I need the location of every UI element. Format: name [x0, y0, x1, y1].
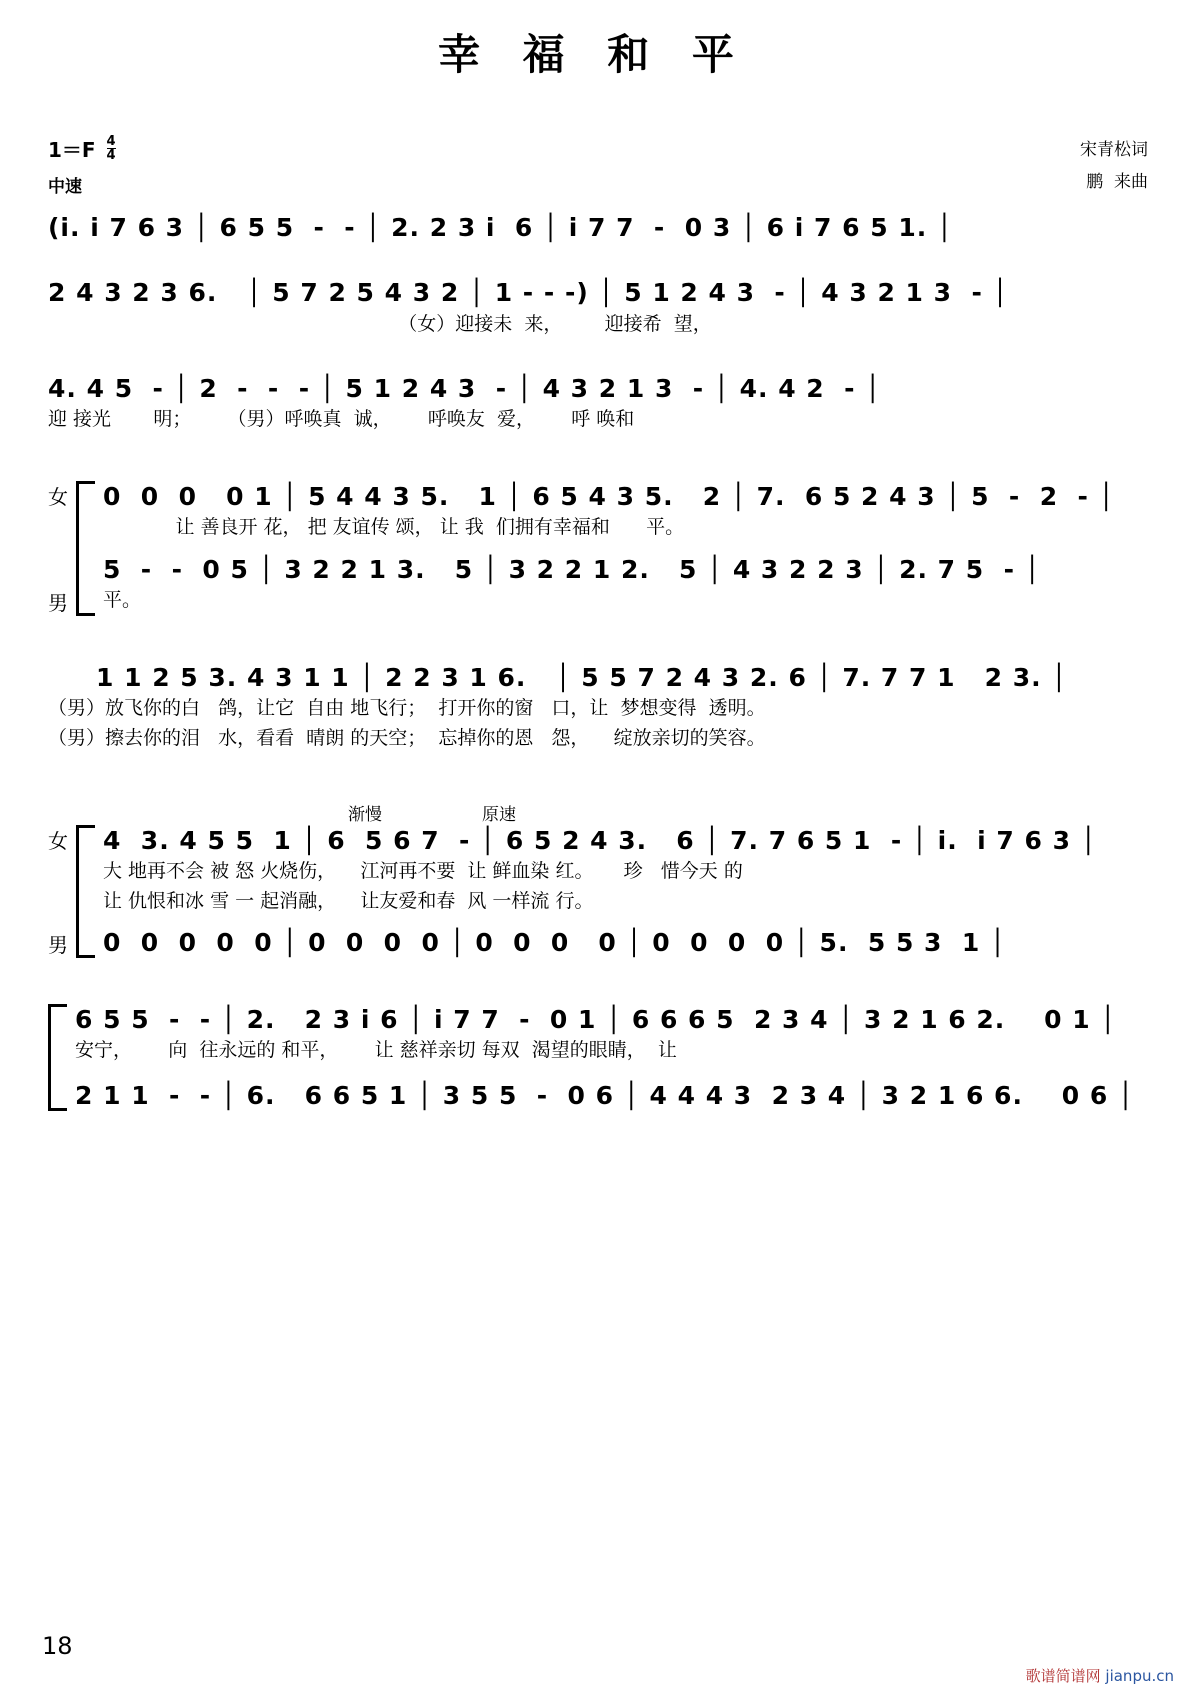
system-brace: [76, 825, 95, 958]
system-spacer: [0, 243, 1200, 277]
part-label-male: 男: [48, 933, 68, 958]
system-spacer: [0, 339, 1200, 373]
system-spacer: [0, 616, 1200, 662]
music-system-3: [48, 373, 1152, 435]
watermark-label: 歌谱简谱网: [1025, 1667, 1101, 1685]
page-title: 幸 福 和 平: [438, 30, 748, 79]
notation-line-female: 6 5 5 - - │ 2. 2 3 i 6 │ i 7 7 - 0 1 │ 6 6 6 5 2 3 4 │ 3 2 1 6 2. 0 1 │: [75, 1005, 1117, 1035]
notation-line-female: 4 3. 4 5 5 1 │ 6 5 6 7 - │ 6 5 2 4 3. 6 │ 7. 7 6 5 1 - │ i. i 7 6 3 │: [103, 825, 1097, 855]
system-staves: [103, 481, 1152, 616]
tempo-change-markings: [48, 800, 1152, 825]
tempo-marking: 中速: [48, 177, 82, 197]
notation-line-female: 0 0 0 0 1 │ 5 4 4 3 5. 1 │ 6 5 4 3 5. 2 │ 7. 6 5 2 4 3 │ 5 - 2 - │: [103, 481, 1115, 511]
notation-line-male: 0 0 0 0 0 │ 0 0 0 0 │ 0 0 0 0 │ 0 0 0 0 │ 5. 5 5 3 1 │: [103, 927, 1006, 957]
music-system-7: [48, 1004, 1152, 1111]
lyrics-line: （女）迎接未 来， 迎接希 望，: [48, 312, 712, 335]
marking-a-tempo: 原速: [482, 804, 516, 825]
music-system-1: [48, 212, 1152, 243]
composer-credit: 鹏 来曲: [1086, 172, 1148, 193]
notation-line: 4. 4 5 - │ 2 - - - │ 5 1 2 4 3 - │ 4 3 2 1 3 - │ 4. 4 2 - │: [48, 373, 882, 403]
part-label-female: 女: [48, 828, 68, 853]
watermark: [1026, 1665, 1174, 1686]
key-signature: [48, 134, 116, 163]
part-label-female: 女: [48, 484, 68, 509]
notation-line-male: 5 - - 0 5 │ 3 2 2 1 3. 5 │ 3 2 2 1 2. 5 │ 4 3 2 2 3 │ 2. 7 5 - │: [103, 555, 1041, 585]
notation-line: 1 1 2 5 3. 4 3 1 1 │ 2 2 3 1 6. │ 5 5 7 2 4 3 2. 6 │ 7. 7 7 1 2 3. │: [96, 662, 1068, 692]
watermark-site: jianpu.cn: [1105, 1667, 1174, 1685]
music-system-2: [48, 277, 1152, 339]
system-staves: [103, 825, 1152, 958]
music-system-4: [48, 481, 1152, 616]
notation-line: 2 4 3 2 3 6. │ 5 7 2 5 4 3 2 │ 1 - - -) │ 5 1 2 4 3 - │ 4 3 2 1 3 - │: [48, 278, 1009, 308]
lyrics-line-female-verse2: 让 仇恨和冰 雪 一 起消融， 让友爱和春 风 一样流 行。: [103, 890, 594, 913]
music-system-5: [48, 662, 1152, 754]
part-labels: [48, 825, 76, 958]
lyrics-line: 迎 接光 明； （男）呼唤真 诚， 呼唤友 爱， 呼 唤和: [48, 408, 635, 431]
lyrics-line-female: 让 善良开 花， 把 友谊传 颂， 让 我 们拥有幸福和 平。: [103, 515, 685, 538]
lyricist-credit: 宋青松词: [1080, 140, 1148, 160]
grand-staff-group: [48, 481, 1152, 616]
key-signature-text: 1＝F: [48, 138, 96, 162]
part-labels: [48, 481, 76, 616]
credits: [1080, 134, 1148, 199]
lyrics-line-verse2: （男）擦去你的泪 水，看看 晴朗 的天空； 忘掉你的恩 怨， 绽放亲切的笑容。: [48, 727, 766, 750]
page-number: 18: [42, 1632, 73, 1660]
score-metadata: [0, 134, 1200, 212]
lyrics-line-female: 安宁， 向 往永远的 和平， 让 慈祥亲切 每双 渴望的眼睛， 让: [75, 1039, 677, 1062]
system-brace: [48, 1004, 67, 1111]
lyrics-line-male: 平。: [103, 589, 142, 612]
sheet-music-page: [0, 22, 1200, 1702]
lyrics-line-female-verse1: 大 地再不会 被 怒 火烧伤， 江河再不要 让 鲜血染 红。 珍 惜今天 的: [103, 860, 743, 883]
music-system-6: [48, 800, 1152, 958]
time-signature-denominator: 4: [106, 148, 116, 163]
system-spacer: [0, 435, 1200, 481]
grand-staff-group: [48, 825, 1152, 958]
part-label-male: 男: [48, 590, 68, 615]
notation-line: (i. i 7 6 3 │ 6 5 5 - - │ 2. 2 3 i 6 │ i 7 7 - 0 3 │ 6 i 7 6 5 1. │: [48, 213, 953, 242]
system-brace: [76, 481, 95, 616]
time-signature: [107, 135, 116, 162]
lyrics-line-verse1: （男）放飞你的白 鸽，让它 自由 地飞行； 打开你的窗 口，让 梦想变得 透明。: [48, 697, 766, 720]
grand-staff-group: [48, 1004, 1152, 1111]
system-staves: [75, 1004, 1152, 1111]
notation-line-male: 2 1 1 - - │ 6. 6 6 5 1 │ 3 5 5 - 0 6 │ 4 4 4 3 2 3 4 │ 3 2 1 6 6. 0 6 │: [75, 1080, 1135, 1110]
system-spacer: [0, 958, 1200, 1004]
system-spacer: [0, 754, 1200, 800]
marking-ritardando: 渐慢: [348, 804, 382, 825]
time-signature-numerator: 4: [106, 134, 116, 149]
